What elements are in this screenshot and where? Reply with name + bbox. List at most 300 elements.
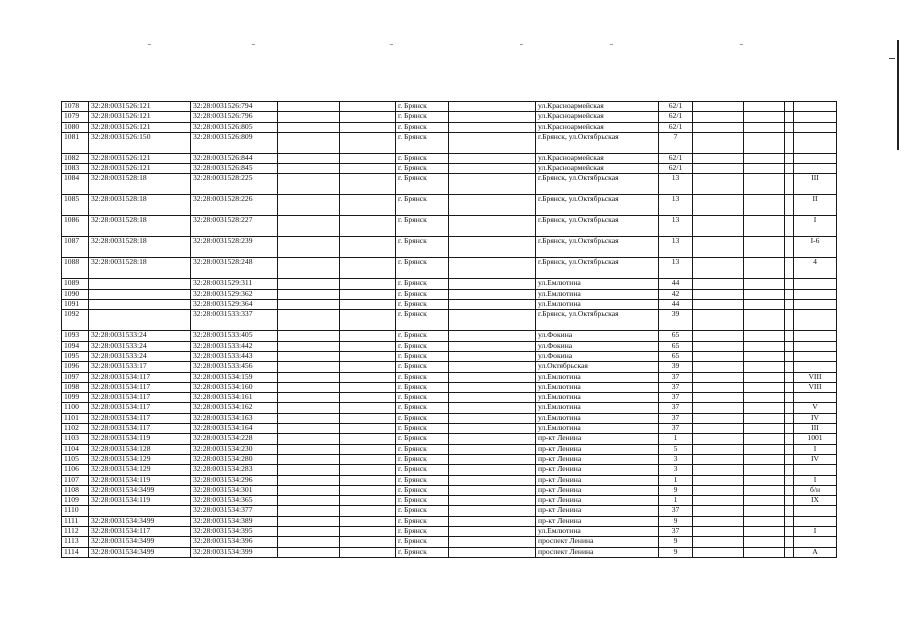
cell-e3 bbox=[449, 341, 536, 351]
cell-city: г. Брянск bbox=[396, 102, 449, 112]
cell-no: 1098 bbox=[62, 382, 89, 392]
cell-e2 bbox=[340, 310, 396, 331]
table-row bbox=[62, 122, 837, 132]
cell-e3 bbox=[449, 331, 536, 341]
cell-street: пр-кт Ленина bbox=[536, 485, 659, 495]
cell-e3 bbox=[449, 475, 536, 485]
cell-e3 bbox=[449, 164, 536, 174]
cell-e4 bbox=[693, 506, 744, 516]
cell-house: 44 bbox=[659, 279, 693, 289]
cell-house: 13 bbox=[659, 174, 693, 195]
cell-parcel: 32:28:0031534:117 bbox=[89, 527, 191, 537]
cell-city: г. Брянск bbox=[396, 341, 449, 351]
cell-no: 1079 bbox=[62, 112, 89, 122]
cell-e1 bbox=[278, 496, 340, 506]
cell-street: пр-кт Ленина bbox=[536, 516, 659, 526]
cell-e6 bbox=[785, 351, 794, 361]
cell-e1 bbox=[278, 279, 340, 289]
cell-city: г. Брянск bbox=[396, 403, 449, 413]
cell-parcel bbox=[89, 506, 191, 516]
cell-e4 bbox=[693, 454, 744, 464]
cell-street: г.Брянск, ул.Октябрьская bbox=[536, 174, 659, 195]
cell-city: г. Брянск bbox=[396, 310, 449, 331]
table-row bbox=[62, 516, 837, 526]
cell-parcel bbox=[89, 289, 191, 299]
cell-e1 bbox=[278, 102, 340, 112]
cell-e1 bbox=[278, 351, 340, 361]
cell-object: 32:28:0031526:794 bbox=[191, 102, 278, 112]
table-row bbox=[62, 403, 837, 413]
cell-object: 32:28:0031533:337 bbox=[191, 310, 278, 331]
cell-e6 bbox=[785, 413, 794, 423]
cell-street: пр-кт Ленина bbox=[536, 475, 659, 485]
cell-house: 3 bbox=[659, 465, 693, 475]
cell-street: ул.Емлютина bbox=[536, 527, 659, 537]
table-row bbox=[62, 537, 837, 547]
cell-e2 bbox=[340, 537, 396, 547]
cell-street: ул.Красноармейская bbox=[536, 153, 659, 163]
cell-object: 32:28:0031534:296 bbox=[191, 475, 278, 485]
cell-object: 32:28:0031534:395 bbox=[191, 527, 278, 537]
cell-e4 bbox=[693, 465, 744, 475]
cell-object: 32:28:0031529:311 bbox=[191, 279, 278, 289]
cell-object: 32:28:0031526:845 bbox=[191, 164, 278, 174]
cell-e1 bbox=[278, 547, 340, 557]
cell-e6 bbox=[785, 516, 794, 526]
table-row bbox=[62, 351, 837, 361]
table-row bbox=[62, 310, 837, 331]
cell-e1 bbox=[278, 475, 340, 485]
cell-e6 bbox=[785, 527, 794, 537]
cell-no: 1083 bbox=[62, 164, 89, 174]
cell-object: 32:28:0031534:389 bbox=[191, 516, 278, 526]
cell-e4 bbox=[693, 527, 744, 537]
table-row bbox=[62, 362, 837, 372]
table-row bbox=[62, 289, 837, 299]
cell-e3 bbox=[449, 195, 536, 216]
cell-house: 7 bbox=[659, 132, 693, 153]
cell-e2 bbox=[340, 424, 396, 434]
cell-e1 bbox=[278, 516, 340, 526]
cell-no: 1112 bbox=[62, 527, 89, 537]
cell-e2 bbox=[340, 382, 396, 392]
cell-e6 bbox=[785, 434, 794, 444]
cell-apt bbox=[794, 300, 837, 310]
cell-no: 1113 bbox=[62, 537, 89, 547]
cell-object: 32:28:0031534:162 bbox=[191, 403, 278, 413]
cell-e4 bbox=[693, 164, 744, 174]
cell-street: ул.Красноармейская bbox=[536, 122, 659, 132]
cell-e3 bbox=[449, 527, 536, 537]
cell-e6 bbox=[785, 372, 794, 382]
cell-e6 bbox=[785, 153, 794, 163]
cell-house: 9 bbox=[659, 485, 693, 495]
cell-city: г. Брянск bbox=[396, 527, 449, 537]
cell-e3 bbox=[449, 454, 536, 464]
cell-e2 bbox=[340, 413, 396, 423]
cell-parcel: 32:28:0031534:117 bbox=[89, 382, 191, 392]
cell-e3 bbox=[449, 174, 536, 195]
cell-e1 bbox=[278, 300, 340, 310]
cell-e5 bbox=[744, 164, 785, 174]
cell-apt bbox=[794, 506, 837, 516]
cell-e2 bbox=[340, 195, 396, 216]
cell-e5 bbox=[744, 547, 785, 557]
cell-city: г. Брянск bbox=[396, 132, 449, 153]
cell-city: г. Брянск bbox=[396, 362, 449, 372]
cell-parcel: 32:28:0031528:18 bbox=[89, 174, 191, 195]
cell-e3 bbox=[449, 537, 536, 547]
cell-e1 bbox=[278, 132, 340, 153]
cell-object: 32:28:0031534:228 bbox=[191, 434, 278, 444]
cell-street: г.Брянск, ул.Октябрьская bbox=[536, 216, 659, 237]
cell-parcel: 32:28:0031526:121 bbox=[89, 102, 191, 112]
cell-e1 bbox=[278, 195, 340, 216]
cell-apt: III bbox=[794, 424, 837, 434]
cell-e2 bbox=[340, 122, 396, 132]
table-row bbox=[62, 216, 837, 237]
cell-city: г. Брянск bbox=[396, 372, 449, 382]
cell-apt: IV bbox=[794, 413, 837, 423]
cell-e5 bbox=[744, 300, 785, 310]
cell-e1 bbox=[278, 216, 340, 237]
table-row bbox=[62, 132, 837, 153]
cell-e2 bbox=[340, 279, 396, 289]
cell-house: 37 bbox=[659, 372, 693, 382]
cell-no: 1080 bbox=[62, 122, 89, 132]
cell-object: 32:28:0031529:364 bbox=[191, 300, 278, 310]
cell-no: 1091 bbox=[62, 300, 89, 310]
cell-no: 1101 bbox=[62, 413, 89, 423]
cell-e1 bbox=[278, 393, 340, 403]
cell-parcel: 32:28:0031528:18 bbox=[89, 216, 191, 237]
cell-e4 bbox=[693, 289, 744, 299]
cell-parcel: 32:28:0031528:18 bbox=[89, 258, 191, 279]
cell-e2 bbox=[340, 547, 396, 557]
cell-street: ул.Емлютина bbox=[536, 424, 659, 434]
scan-edge-mark bbox=[897, 40, 899, 150]
cell-apt bbox=[794, 537, 837, 547]
cell-parcel bbox=[89, 300, 191, 310]
cell-object: 32:28:0031526:809 bbox=[191, 132, 278, 153]
cell-e3 bbox=[449, 496, 536, 506]
cell-e6 bbox=[785, 331, 794, 341]
cell-city: г. Брянск bbox=[396, 164, 449, 174]
cell-parcel: 32:28:0031533:17 bbox=[89, 362, 191, 372]
cell-e2 bbox=[340, 164, 396, 174]
cell-e3 bbox=[449, 506, 536, 516]
cell-e5 bbox=[744, 351, 785, 361]
cell-no: 1085 bbox=[62, 195, 89, 216]
cell-e5 bbox=[744, 237, 785, 258]
cell-no: 1103 bbox=[62, 434, 89, 444]
cell-no: 1106 bbox=[62, 465, 89, 475]
registry-body bbox=[62, 102, 837, 558]
cell-e3 bbox=[449, 372, 536, 382]
cell-object: 32:28:0031533:405 bbox=[191, 331, 278, 341]
cell-e1 bbox=[278, 122, 340, 132]
cell-street: пр-кт Ленина bbox=[536, 434, 659, 444]
table-row bbox=[62, 465, 837, 475]
cell-street: ул.Октябрьская bbox=[536, 362, 659, 372]
cell-e6 bbox=[785, 310, 794, 331]
table-row bbox=[62, 331, 837, 341]
cell-house: 37 bbox=[659, 527, 693, 537]
table-row bbox=[62, 300, 837, 310]
cell-city: г. Брянск bbox=[396, 465, 449, 475]
cell-house: 5 bbox=[659, 444, 693, 454]
cell-no: 1108 bbox=[62, 485, 89, 495]
cell-apt bbox=[794, 351, 837, 361]
cell-city: г. Брянск bbox=[396, 424, 449, 434]
cell-e2 bbox=[340, 516, 396, 526]
cell-apt bbox=[794, 132, 837, 153]
cell-e6 bbox=[785, 289, 794, 299]
cell-e6 bbox=[785, 444, 794, 454]
cell-street: ул.Емлютина bbox=[536, 413, 659, 423]
cell-apt bbox=[794, 393, 837, 403]
cell-no: 1110 bbox=[62, 506, 89, 516]
cell-object: 32:28:0031534:161 bbox=[191, 393, 278, 403]
cell-e2 bbox=[340, 102, 396, 112]
cell-city: г. Брянск bbox=[396, 444, 449, 454]
cell-object: 32:28:0031526:805 bbox=[191, 122, 278, 132]
cell-e1 bbox=[278, 537, 340, 547]
cell-e1 bbox=[278, 362, 340, 372]
cell-city: г. Брянск bbox=[396, 112, 449, 122]
cell-e3 bbox=[449, 547, 536, 557]
table-row bbox=[62, 413, 837, 423]
cell-e2 bbox=[340, 475, 396, 485]
property-registry-table bbox=[61, 101, 837, 558]
cell-e5 bbox=[744, 153, 785, 163]
cell-e2 bbox=[340, 112, 396, 122]
cell-e5 bbox=[744, 112, 785, 122]
cell-parcel bbox=[89, 310, 191, 331]
cell-e5 bbox=[744, 382, 785, 392]
cell-no: 1111 bbox=[62, 516, 89, 526]
cell-e4 bbox=[693, 195, 744, 216]
cell-parcel: 32:28:0031533:24 bbox=[89, 331, 191, 341]
cell-e4 bbox=[693, 341, 744, 351]
cell-no: 1078 bbox=[62, 102, 89, 112]
cell-e6 bbox=[785, 506, 794, 516]
cell-e1 bbox=[278, 164, 340, 174]
table-row bbox=[62, 102, 837, 112]
cell-street: ул.Емлютина bbox=[536, 300, 659, 310]
cell-e1 bbox=[278, 485, 340, 495]
cell-apt: 1001 bbox=[794, 434, 837, 444]
cell-parcel: 32:28:0031534:117 bbox=[89, 413, 191, 423]
cell-e2 bbox=[340, 444, 396, 454]
cell-e2 bbox=[340, 331, 396, 341]
cell-e1 bbox=[278, 403, 340, 413]
cell-house: 13 bbox=[659, 195, 693, 216]
cell-street: ул.Емлютина bbox=[536, 382, 659, 392]
cell-e5 bbox=[744, 403, 785, 413]
cell-no: 1081 bbox=[62, 132, 89, 153]
cell-city: г. Брянск bbox=[396, 434, 449, 444]
cell-house: 44 bbox=[659, 300, 693, 310]
cell-e3 bbox=[449, 153, 536, 163]
cell-street: г.Брянск, ул.Октябрьская bbox=[536, 237, 659, 258]
cell-e2 bbox=[340, 258, 396, 279]
cell-no: 1105 bbox=[62, 454, 89, 464]
cell-object: 32:28:0031529:362 bbox=[191, 289, 278, 299]
cell-street: ул.Емлютина bbox=[536, 289, 659, 299]
cell-e2 bbox=[340, 527, 396, 537]
cell-e3 bbox=[449, 102, 536, 112]
cell-city: г. Брянск bbox=[396, 216, 449, 237]
cell-apt: VIII bbox=[794, 382, 837, 392]
cell-e6 bbox=[785, 122, 794, 132]
cell-parcel: 32:28:0031534:128 bbox=[89, 444, 191, 454]
cell-parcel: 32:28:0031528:18 bbox=[89, 195, 191, 216]
cell-no: 1093 bbox=[62, 331, 89, 341]
table-row bbox=[62, 496, 837, 506]
cell-object: 32:28:0031534:365 bbox=[191, 496, 278, 506]
cell-apt: 4 bbox=[794, 258, 837, 279]
cell-no: 1084 bbox=[62, 174, 89, 195]
cell-house: 37 bbox=[659, 424, 693, 434]
cell-apt bbox=[794, 102, 837, 112]
cell-object: 32:28:0031534:283 bbox=[191, 465, 278, 475]
cell-e2 bbox=[340, 174, 396, 195]
cell-no: 1082 bbox=[62, 153, 89, 163]
cell-apt: б/н bbox=[794, 485, 837, 495]
cell-apt: I bbox=[794, 527, 837, 537]
cell-apt bbox=[794, 516, 837, 526]
cell-e5 bbox=[744, 506, 785, 516]
cell-no: 1102 bbox=[62, 424, 89, 434]
table-row bbox=[62, 112, 837, 122]
cell-parcel: 32:28:0031534:117 bbox=[89, 424, 191, 434]
cell-city: г. Брянск bbox=[396, 506, 449, 516]
cell-apt bbox=[794, 112, 837, 122]
cell-e3 bbox=[449, 434, 536, 444]
cell-apt: III bbox=[794, 174, 837, 195]
table-row bbox=[62, 341, 837, 351]
cell-e5 bbox=[744, 537, 785, 547]
cell-e5 bbox=[744, 341, 785, 351]
cell-e1 bbox=[278, 434, 340, 444]
cell-apt bbox=[794, 310, 837, 331]
cell-e6 bbox=[785, 258, 794, 279]
cell-object: 32:28:0031534:164 bbox=[191, 424, 278, 434]
cell-object: 32:28:0031534:377 bbox=[191, 506, 278, 516]
cell-apt: I-6 bbox=[794, 237, 837, 258]
cell-e5 bbox=[744, 465, 785, 475]
cell-no: 1100 bbox=[62, 403, 89, 413]
cell-street: проспект Ленина bbox=[536, 537, 659, 547]
cell-e4 bbox=[693, 102, 744, 112]
cell-e5 bbox=[744, 444, 785, 454]
cell-apt bbox=[794, 122, 837, 132]
cell-e5 bbox=[744, 434, 785, 444]
cell-city: г. Брянск bbox=[396, 237, 449, 258]
cell-city: г. Брянск bbox=[396, 516, 449, 526]
cell-apt: IX bbox=[794, 496, 837, 506]
cell-street: ул.Фокина bbox=[536, 351, 659, 361]
cell-street: ул.Фокина bbox=[536, 331, 659, 341]
cell-e1 bbox=[278, 527, 340, 537]
cell-street: ул.Емлютина bbox=[536, 372, 659, 382]
cell-house: 37 bbox=[659, 393, 693, 403]
cell-street: ул.Емлютина bbox=[536, 279, 659, 289]
cell-e5 bbox=[744, 516, 785, 526]
cell-e5 bbox=[744, 485, 785, 495]
cell-e5 bbox=[744, 454, 785, 464]
cell-e5 bbox=[744, 216, 785, 237]
cell-e6 bbox=[785, 454, 794, 464]
cell-city: г. Брянск bbox=[396, 485, 449, 495]
cell-e5 bbox=[744, 362, 785, 372]
cell-e6 bbox=[785, 362, 794, 372]
cell-e2 bbox=[340, 485, 396, 495]
cell-e5 bbox=[744, 393, 785, 403]
cell-e6 bbox=[785, 465, 794, 475]
cell-parcel: 32:28:0031534:119 bbox=[89, 475, 191, 485]
cell-e3 bbox=[449, 310, 536, 331]
cell-e2 bbox=[340, 153, 396, 163]
table-row bbox=[62, 506, 837, 516]
cell-e4 bbox=[693, 300, 744, 310]
cell-parcel: 32:28:0031534:117 bbox=[89, 372, 191, 382]
cell-e1 bbox=[278, 237, 340, 258]
cell-e3 bbox=[449, 237, 536, 258]
cell-e2 bbox=[340, 132, 396, 153]
table-row bbox=[62, 424, 837, 434]
cell-object: 32:28:0031526:796 bbox=[191, 112, 278, 122]
cell-city: г. Брянск bbox=[396, 547, 449, 557]
cell-parcel: 32:28:0031526:150 bbox=[89, 132, 191, 153]
cell-e6 bbox=[785, 382, 794, 392]
cell-e5 bbox=[744, 496, 785, 506]
cell-parcel: 32:28:0031526:121 bbox=[89, 122, 191, 132]
cell-object: 32:28:0031534:159 bbox=[191, 372, 278, 382]
cell-apt: II bbox=[794, 195, 837, 216]
cell-no: 1086 bbox=[62, 216, 89, 237]
table-row bbox=[62, 393, 837, 403]
cell-apt bbox=[794, 279, 837, 289]
table-row bbox=[62, 475, 837, 485]
table-row bbox=[62, 372, 837, 382]
cell-e3 bbox=[449, 258, 536, 279]
cell-street: г.Брянск, ул.Октябрьская bbox=[536, 195, 659, 216]
cell-e2 bbox=[340, 300, 396, 310]
cell-e6 bbox=[785, 537, 794, 547]
cell-street: ул.Красноармейская bbox=[536, 102, 659, 112]
cell-object: 32:28:0031528:225 bbox=[191, 174, 278, 195]
cell-house: 65 bbox=[659, 341, 693, 351]
cell-e5 bbox=[744, 289, 785, 299]
cell-parcel: 32:28:0031534:119 bbox=[89, 434, 191, 444]
cell-e1 bbox=[278, 506, 340, 516]
cell-e3 bbox=[449, 465, 536, 475]
table-row bbox=[62, 153, 837, 163]
cell-house: 1 bbox=[659, 434, 693, 444]
cell-city: г. Брянск bbox=[396, 258, 449, 279]
cell-e1 bbox=[278, 331, 340, 341]
cell-e2 bbox=[340, 372, 396, 382]
cell-e1 bbox=[278, 341, 340, 351]
cell-e3 bbox=[449, 351, 536, 361]
cell-house: 62/1 bbox=[659, 122, 693, 132]
cell-e4 bbox=[693, 444, 744, 454]
cell-parcel: 32:28:0031534:129 bbox=[89, 465, 191, 475]
cell-e4 bbox=[693, 475, 744, 485]
cell-street: пр-кт Ленина bbox=[536, 444, 659, 454]
